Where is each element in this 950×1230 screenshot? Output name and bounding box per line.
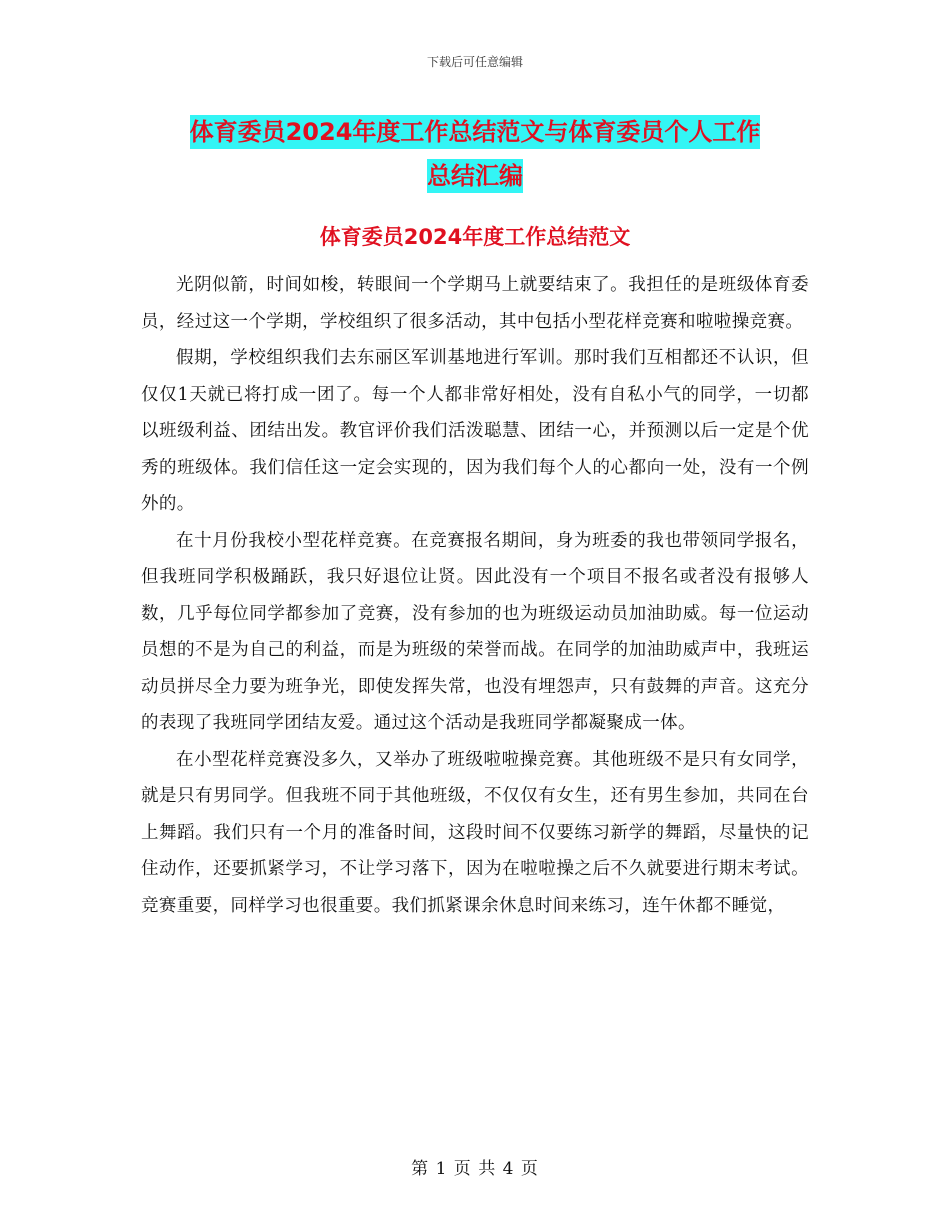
page-footer: 第 1 页 共 4 页: [411, 1159, 539, 1179]
paragraph: 光阴似箭，时间如梭，转眼间一个学期马上就要结束了。我担任的是班级体育委员，经过这一个学期，学校组织了很多活动，其中包括小型花样竞赛和啦啦操竞赛。: [141, 275, 809, 332]
header-note: 下载后可任意编辑: [426, 55, 523, 69]
document-title: [0, 110, 950, 198]
paragraph: 在小型花样竞赛没多久，又举办了班级啦啦操竞赛。其他班级不是只有女同学，就是只有男同学。但我班不同于其他班级，不仅仅有女生，还有男生参加，共同在台上舞蹈。我们只有一个月的准备时间，这段时间不仅要练习新学的舞蹈，尽量快的记住动作，还要抓紧学习，不让学习落下，因为在啦啦操之后不久就要进行期末考试。竞赛重要，同样学习也很重要。我们抓紧课余休息时间来练习，连午休都不睡觉，: [141, 749, 809, 916]
paragraph: 在十月份我校小型花样竞赛。在竞赛报名期间，身为班委的我也带领同学报名，但我班同学积极踊跃，我只好退位让贤。因此没有一个项目不报名或者没有报够人数，几乎每位同学都参加了竞赛，没有参加的也为班级运动员加油助威。每一位运动员想的不是为自己的利益，而是为班级的荣誉而战。在同学的加油助威声中，我班运动员拼尽全力要为班争光，即使发挥失常，也没有埋怨声，只有鼓舞的声音。这充分的表现了我班同学团结友爱。通过这个活动是我班同学都凝聚成一体。: [141, 530, 809, 733]
document-body: [141, 267, 809, 924]
paragraph: 假期，学校组织我们去东丽区军训基地进行军训。那时我们互相都还不认识，但仅仅1天就已将打成一团了。每一个人都非常好相处，没有自私小气的同学，一切都以班级利益、团结出发。教官评价我们活泼聪慧、团结一心，并预测以后一定是个优秀的班级体。我们信任这一定会实现的，因为我们每个人的心都向一处，没有一个例外的。: [141, 348, 809, 514]
document-title-line2: 总结汇编: [427, 159, 523, 193]
document-title-line1: 体育委员2024年度工作总结范文与体育委员个人工作: [190, 115, 761, 149]
section-title: 体育委员2024年度工作总结范文: [319, 225, 631, 249]
